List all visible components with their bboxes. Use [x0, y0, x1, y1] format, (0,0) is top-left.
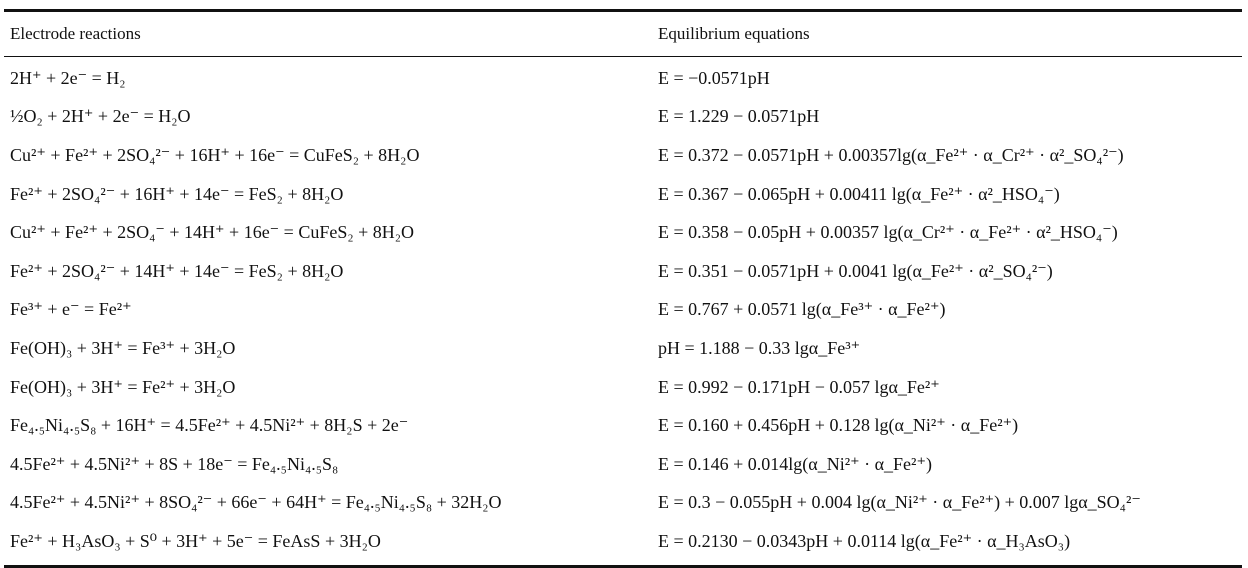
- reaction-cell: Cu²⁺ + Fe²⁺ + 2SO₄⁻ + 14H⁺ + 16e⁻ = CuFeS₂ + 8H₂O: [10, 222, 415, 243]
- table-row: [4, 213, 1242, 252]
- equation-cell: E = 0.3 − 0.055pH + 0.004 lg(α_Ni²⁺ · α_Fe²⁺) + 0.007 lgα_SO₄²⁻: [658, 492, 1141, 513]
- reaction-cell: 2H⁺ + 2e⁻ = H₂: [10, 67, 126, 88]
- equation-cell: E = 0.351 − 0.0571pH + 0.0041 lg(α_Fe²⁺ · α²_SO₄²⁻): [658, 260, 1053, 281]
- table-row: [4, 522, 1242, 561]
- reaction-cell: 4.5Fe²⁺ + 4.5Ni²⁺ + 8S + 18e⁻ = Fe₄.₅Ni₄.₅S₈: [10, 453, 339, 474]
- reaction-cell: Fe²⁺ + H₃AsO₃ + S⁰ + 3H⁺ + 5e⁻ = FeAsS + 3H₂O: [10, 530, 381, 551]
- table-row: [4, 136, 1242, 175]
- reaction-cell: 4.5Fe²⁺ + 4.5Ni²⁺ + 8SO₄²⁻ + 66e⁻ + 64H⁺ = Fe₄.₅Ni₄.₅S₈ + 32H₂O: [10, 492, 502, 513]
- table-row: [4, 291, 1242, 330]
- header-equilibrium-equations: Equilibrium equations: [658, 24, 810, 43]
- table-row: [4, 252, 1242, 291]
- equation-cell: E = 0.146 + 0.014lg(α_Ni²⁺ · α_Fe²⁺): [658, 453, 932, 474]
- reaction-cell: Cu²⁺ + Fe²⁺ + 2SO₄²⁻ + 16H⁺ + 16e⁻ = CuFeS₂ + 8H₂O: [10, 144, 420, 165]
- bottom-rule: [4, 565, 1242, 568]
- reaction-cell: Fe₄.₅Ni₄.₅S₈ + 16H⁺ = 4.5Fe²⁺ + 4.5Ni²⁺ + 8H₂S + 2e⁻: [10, 415, 409, 436]
- equation-cell: E = 0.992 − 0.171pH − 0.057 lgα_Fe²⁺: [658, 376, 940, 397]
- table-row: [4, 329, 1242, 368]
- equation-cell: E = 0.372 − 0.0571pH + 0.00357lg(α_Fe²⁺ · α_Cr²⁺ · α²_SO₄²⁻): [658, 144, 1124, 165]
- table-row: [4, 445, 1242, 484]
- header-electrode-reactions: Electrode reactions: [10, 24, 141, 43]
- equation-cell: E = −0.0571pH: [658, 67, 770, 88]
- reaction-cell: Fe³⁺ + e⁻ = Fe²⁺: [10, 299, 132, 320]
- reaction-cell: Fe(OH)₃ + 3H⁺ = Fe²⁺ + 3H₂O: [10, 376, 236, 397]
- reaction-cell: ½O₂ + 2H⁺ + 2e⁻ = H₂O: [10, 106, 191, 127]
- table-row: [4, 98, 1242, 137]
- equation-cell: pH = 1.188 − 0.33 lgα_Fe³⁺: [658, 337, 861, 358]
- equation-cell: E = 0.160 + 0.456pH + 0.128 lg(α_Ni²⁺ · α_Fe²⁺): [658, 415, 1019, 436]
- table-body: [4, 57, 1242, 565]
- equation-cell: E = 0.367 − 0.065pH + 0.00411 lg(α_Fe²⁺ · α²_HSO₄⁻): [658, 183, 1060, 204]
- table-row: [4, 175, 1242, 214]
- equation-cell: E = 0.358 − 0.05pH + 0.00357 lg(α_Cr²⁺ · α_Fe²⁺ · α²_HSO₄⁻): [658, 222, 1118, 243]
- table-row: [4, 59, 1242, 98]
- equilibrium-table: [4, 9, 1242, 568]
- equation-cell: E = 1.229 − 0.0571pH: [658, 106, 820, 127]
- reaction-cell: Fe²⁺ + 2SO₄²⁻ + 16H⁺ + 14e⁻ = FeS₂ + 8H₂O: [10, 183, 344, 204]
- reaction-cell: Fe²⁺ + 2SO₄²⁻ + 14H⁺ + 14e⁻ = FeS₂ + 8H₂O: [10, 260, 344, 281]
- equation-cell: E = 0.2130 − 0.0343pH + 0.0114 lg(α_Fe²⁺ · α_H₃AsO₃): [658, 530, 1071, 551]
- table-header-row: [4, 12, 1242, 56]
- table-row: [4, 368, 1242, 407]
- table-row: [4, 406, 1242, 445]
- table-row: [4, 484, 1242, 523]
- reaction-cell: Fe(OH)₃ + 3H⁺ = Fe³⁺ + 3H₂O: [10, 337, 236, 358]
- equation-cell: E = 0.767 + 0.0571 lg(α_Fe³⁺ · α_Fe²⁺): [658, 299, 946, 320]
